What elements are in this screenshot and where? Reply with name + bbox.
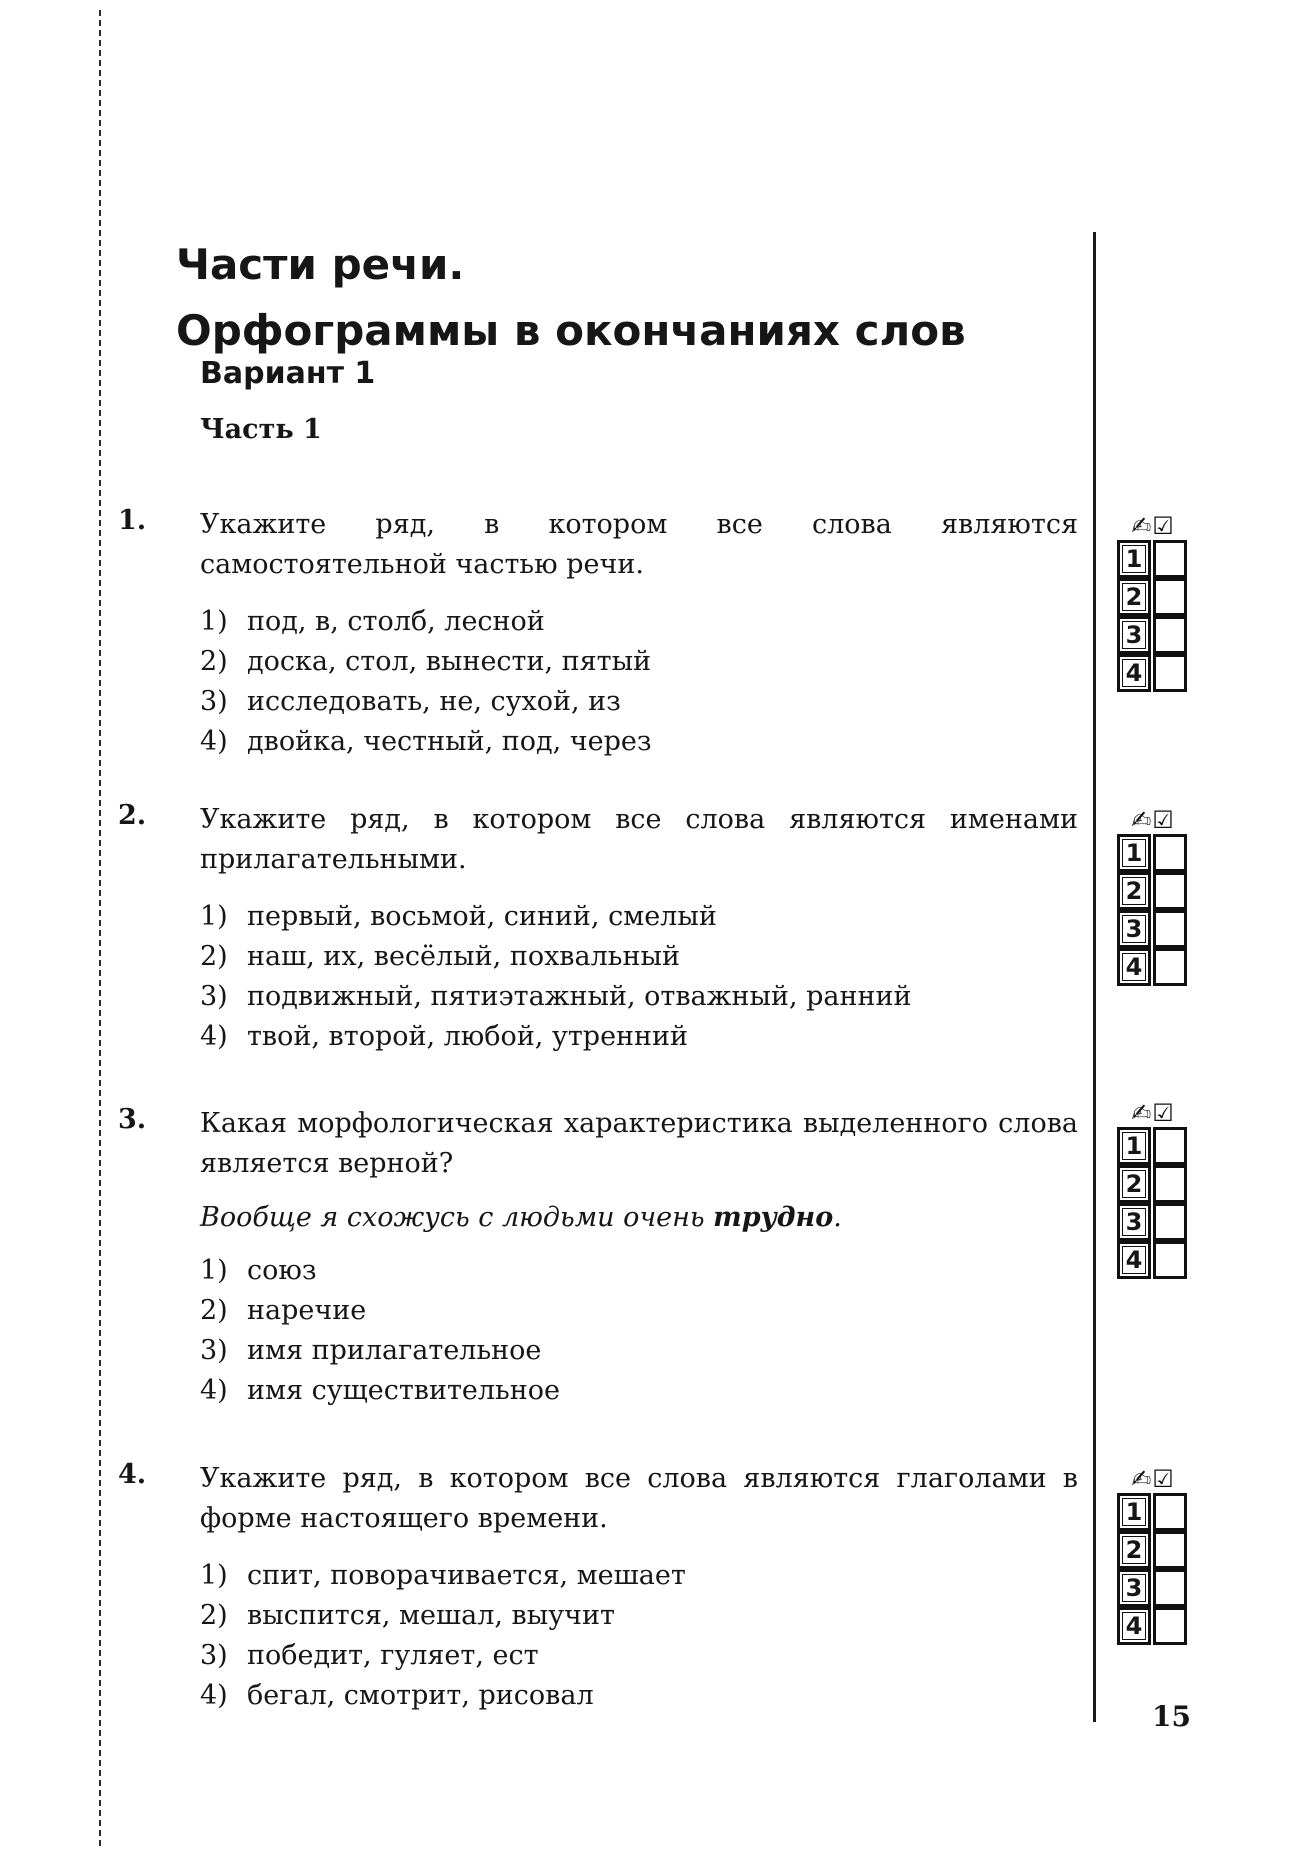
question-text: Какая морфологическая характеристика выделенного слова является верной? — [200, 1108, 1078, 1179]
option: 4) бегал, смотрит, рисовал — [200, 1680, 594, 1711]
option: 3) исследовать, не, сухой, из — [200, 686, 621, 717]
option: 1) первый, восьмой, синий, смелый — [200, 901, 717, 932]
answer-checkbox[interactable] — [1153, 1493, 1187, 1531]
answer-checkbox[interactable] — [1153, 1165, 1187, 1203]
answer-checkbox[interactable] — [1153, 1531, 1187, 1569]
option: 2) наш, их, весёлый, похвальный — [200, 941, 680, 972]
answer-box-2: ✍☑ 1 2 3 4 — [1117, 806, 1189, 986]
options-list — [200, 1556, 686, 1716]
title-line-1: Части речи. — [176, 240, 465, 289]
page-title — [176, 232, 966, 364]
question-number: 1. — [118, 505, 147, 536]
option: 3) победит, гуляет, ест — [200, 1640, 539, 1671]
answer-checkbox[interactable] — [1153, 834, 1187, 872]
answer-checkbox[interactable] — [1153, 616, 1187, 654]
question-number: 3. — [118, 1104, 147, 1135]
title-line-2: Орфограммы в окончаниях слов — [176, 306, 966, 355]
option: 4) двойка, честный, под, через — [200, 726, 652, 757]
answer-checkbox[interactable] — [1153, 872, 1187, 910]
answer-checkbox[interactable] — [1153, 1203, 1187, 1241]
pen-check-icon: ✍☑ — [1131, 806, 1175, 834]
question-text: Укажите ряд, в котором все слова являются глаголами в форме настоящего времени. — [200, 1463, 1078, 1534]
options-list — [200, 897, 912, 1057]
question-number: 2. — [118, 800, 147, 831]
answer-checkbox[interactable] — [1153, 654, 1187, 692]
option: 1) под, в, столб, лесной — [200, 606, 545, 637]
option: 3) подвижный, пятиэтажный, отважный, ранний — [200, 981, 912, 1012]
page-number: 15 — [1152, 1700, 1191, 1733]
answer-box-1: ✍☑ 1 2 3 4 — [1117, 512, 1189, 692]
option: 3) имя прилагательное — [200, 1335, 542, 1366]
option: 1) союз — [200, 1255, 317, 1286]
answer-box-3: ✍☑ 1 2 3 4 — [1117, 1099, 1189, 1279]
answer-checkbox[interactable] — [1153, 578, 1187, 616]
example-sentence: Вообще я схожусь с людьми очень трудно. — [200, 1202, 842, 1233]
highlighted-word: трудно — [713, 1202, 834, 1233]
option: 2) доска, стол, вынести, пятый — [200, 646, 652, 677]
question-number: 4. — [118, 1459, 147, 1490]
pen-check-icon: ✍☑ — [1131, 1465, 1175, 1493]
option: 2) наречие — [200, 1295, 367, 1326]
options-list — [200, 602, 652, 762]
cut-line — [99, 10, 101, 1846]
option: 2) выспится, мешал, выучит — [200, 1600, 615, 1631]
part-heading: Часть 1 — [200, 414, 322, 445]
answer-checkbox[interactable] — [1153, 1569, 1187, 1607]
pen-check-icon: ✍☑ — [1131, 512, 1175, 540]
answer-box-4: ✍☑ 1 2 3 4 — [1117, 1465, 1189, 1645]
answer-checkbox[interactable] — [1153, 910, 1187, 948]
answer-checkbox[interactable] — [1153, 540, 1187, 578]
question-text: Укажите ряд, в котором все слова являются самостоятельной частью речи. — [200, 509, 1078, 580]
answer-checkbox[interactable] — [1153, 1241, 1187, 1279]
answer-checkbox[interactable] — [1153, 1127, 1187, 1165]
option: 4) имя существительное — [200, 1375, 560, 1406]
option: 1) спит, поворачивается, мешает — [200, 1560, 686, 1591]
answer-column-rule — [1093, 232, 1096, 1722]
answer-checkbox[interactable] — [1153, 1607, 1187, 1645]
answer-checkbox[interactable] — [1153, 948, 1187, 986]
pen-check-icon: ✍☑ — [1131, 1099, 1175, 1127]
question-text: Укажите ряд, в котором все слова являются именами прилагательными. — [200, 804, 1078, 875]
variant-heading: Вариант 1 — [200, 356, 376, 391]
options-list — [200, 1251, 560, 1411]
option: 4) твой, второй, любой, утренний — [200, 1021, 689, 1052]
